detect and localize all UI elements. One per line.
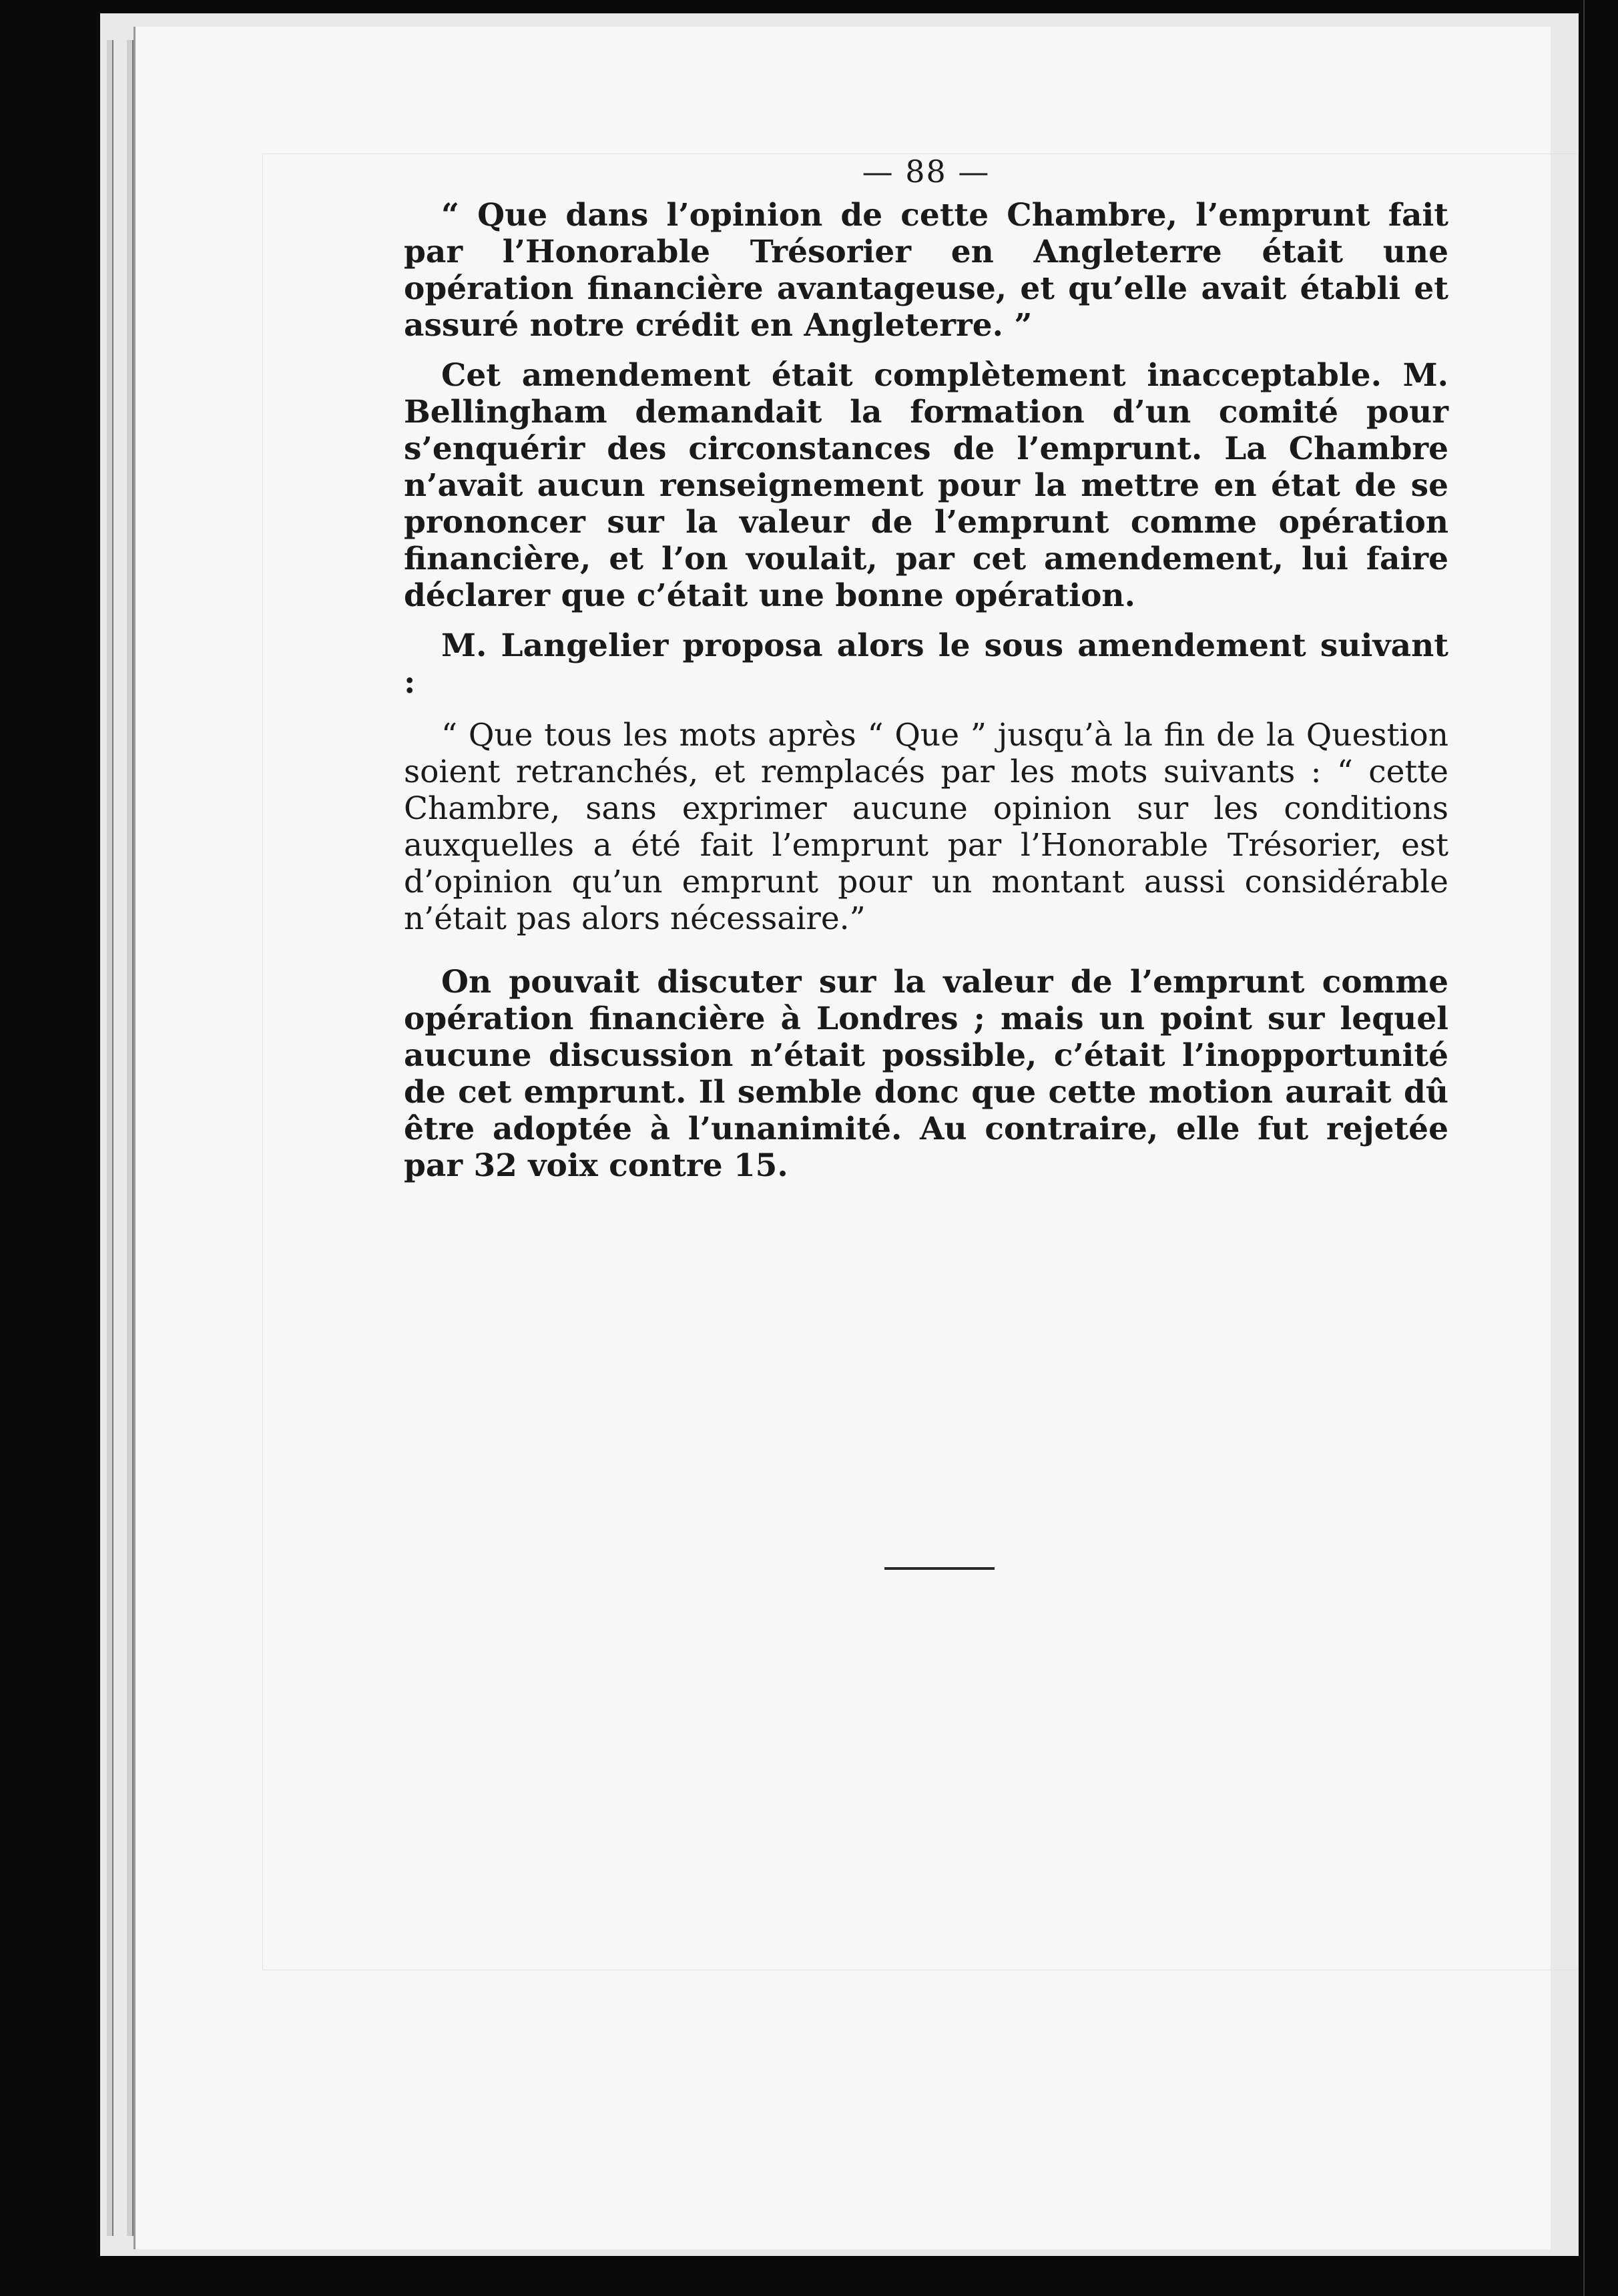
page-edge: [127, 40, 133, 2236]
paragraph: On pouvait discuter sur la valeur de l’emprunt comme opération financière à Londres ; mais un point sur lequel aucune discussion n’était possible, c’était l’inopportunité de cet emprunt. Il semble donc que cette motion aurait dû être adoptée à l’unanimité. Au contraire, elle fut rejetée par 32 voix contre 15.: [404, 964, 1448, 1184]
page-number: — 88 —: [862, 154, 991, 190]
paragraph: M. Langelier proposa alors le sous amendement suivant :: [404, 627, 1448, 701]
section-divider: [884, 1567, 995, 1570]
page-text: [404, 154, 1448, 1200]
scan-border: [1583, 0, 1618, 2296]
quoted-motion: “ Que dans l’opinion de cette Chambre, l’emprunt fait par l’Honorable Trésorier en Angleterre était une opération financière avantageuse, et qu’elle avait établi et assuré notre crédit en Angleterre. ”: [404, 197, 1448, 344]
paragraph: Cet amendement était complètement inacceptable. M. Bellingham demandait la formation d’un comité pour s’enquérir des circonstances de l’emprunt. La Chambre n’avait aucun renseignement pour la mettre en état de se prononcer sur la valeur de l’emprunt comme opération financière, et l’on voulait, par cet amendement, lui faire déclarer que c’était une bonne opération.: [404, 357, 1448, 614]
page-edge: [107, 40, 113, 2236]
quoted-sub-amendment: “ Que tous les mots après “ Que ” jusqu’à la fin de la Question soient retranchés, et remplacés par les mots suivants : “ cette Chambre, sans exprimer aucune opinion sur les conditions auxquelles a été fait l’emprunt par l’Honorable Trésorier, est d’opinion qu’un emprunt pour un montant aussi considérable n’était pas alors nécessaire.”: [404, 717, 1448, 937]
